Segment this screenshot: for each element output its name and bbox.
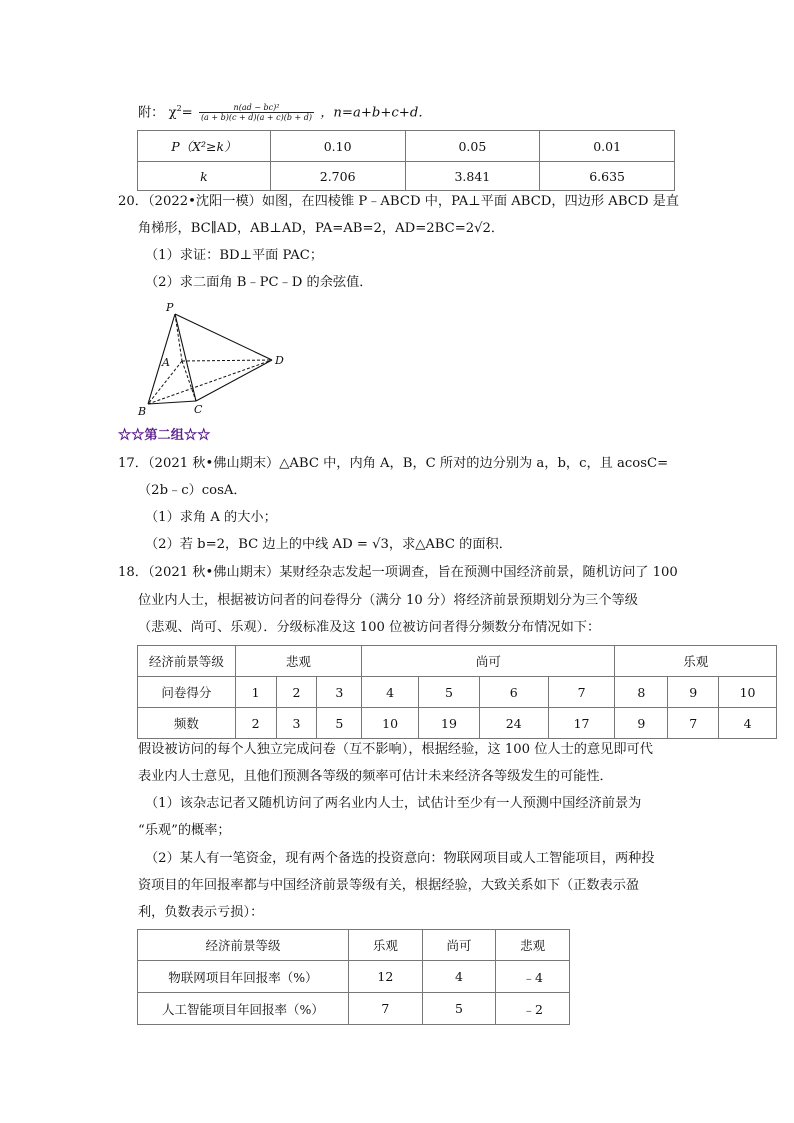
table-cell: 0.10 <box>270 131 405 162</box>
table-row <box>138 708 777 739</box>
q18-line-9: 资项目的年回报率都与中国经济前景等级有关，根据经验，大致关系如下（正数表示盈 <box>138 878 640 893</box>
table-header-cell: 悲观 <box>496 930 570 961</box>
q18-line-2: 位业内人士，根据被访问者的问卷得分（满分 10 分）将经济前景预期划分为三个等级 <box>138 593 638 608</box>
table-cell: 17 <box>548 708 615 739</box>
table-cell: 4 <box>422 961 496 993</box>
table-cell: 2 <box>235 708 276 739</box>
vertex-label-D: D <box>275 354 284 367</box>
fraction-numerator: n(ad − bc)² <box>199 103 314 113</box>
table-header-cell: 尚可 <box>422 930 496 961</box>
table-cell: 0.01 <box>540 131 675 162</box>
table-cell: 24 <box>479 708 548 739</box>
fraction-denominator: (a + b)(c + d)(a + c)(b + d) <box>200 113 313 123</box>
table-cell: 4 <box>362 677 419 708</box>
q18-line-5: 表业内人士意见，且他们预测各等级的频率可估计未来经济各等级发生的可能性． <box>138 769 613 784</box>
table-cell: 2 <box>276 677 317 708</box>
table-cell: 9 <box>668 677 719 708</box>
chi-exponent: 2 <box>176 104 182 113</box>
table-cell: 6.635 <box>540 162 675 191</box>
table-cell: 问卷得分 <box>138 677 236 708</box>
table-cell: 0.05 <box>405 131 540 162</box>
vertex-label-P: P <box>166 301 174 314</box>
q20-line-3: （1）求证：BD⊥平面 PAC； <box>145 248 324 263</box>
table-cell: 6 <box>479 677 548 708</box>
chi-square-table <box>137 130 675 191</box>
q18-line-1: 18．（2021 秋•佛山期末）某财经杂志发起一项调查，旨在预测中国经济前景，随机访问了 100 <box>118 565 678 580</box>
group-heading: ☆☆第二组☆☆ <box>118 428 211 443</box>
vertex-label-B: B <box>138 405 147 418</box>
table-cell: 10 <box>362 708 419 739</box>
q18-line-3: （悲观、尚可、乐观）．分级标准及这 100 位被访问者得分频数分布情况如下： <box>138 620 601 635</box>
table-cell: 5 <box>317 708 362 739</box>
table-row <box>138 930 570 961</box>
table-cell: 5 <box>419 677 480 708</box>
table-cell: 7 <box>548 677 615 708</box>
appendix-formula <box>138 100 431 122</box>
table-row <box>138 646 777 677</box>
table-cell: 8 <box>615 677 668 708</box>
table-cell: 7 <box>668 708 719 739</box>
table-cell: 4 <box>719 708 777 739</box>
table-header-cell: 经济前景等级 <box>138 646 236 677</box>
q18-line-6: （1）该杂志记者又随机访问了两名业内人士，试估计至少有一人预测中国经济前景为 <box>145 796 642 811</box>
q17-line-4: （2）若 b=2，BC 边上的中线 AD = √3，求△ABC 的面积． <box>145 537 512 552</box>
table-cell: 2.706 <box>270 162 405 191</box>
table-cell: ﹣4 <box>496 961 570 993</box>
q20-line-4: （2）求二面角 B﹣PC﹣D 的余弦值． <box>145 275 373 290</box>
vertex-label-A: A <box>162 356 170 369</box>
table-row <box>138 677 777 708</box>
table-cell: 5 <box>422 993 496 1025</box>
q17-line-2: （2b﹣c）cosA． <box>138 483 247 498</box>
appendix-prefix: 附： <box>138 105 165 121</box>
chi-symbol: χ <box>168 105 177 121</box>
q20-line-1: 20．（2022•沈阳一模）如图，在四棱锥 P﹣ABCD 中，PA⊥平面 ABCD，四边形 ABCD 是直 <box>118 194 679 209</box>
table-row <box>138 961 570 993</box>
q18-line-8: （2）某人有一笔资金，现有两个备选的投资意向：物联网项目或人工智能项目，两种投 <box>145 851 655 866</box>
edge-CD <box>196 360 272 401</box>
appendix-tail: ，n=a+b+c+d． <box>320 105 432 121</box>
q18-line-4: 假设被访问的每个人独立完成问卷（互不影响），根据经验，这 100 位人士的意见即可代 <box>138 742 653 757</box>
table-header-cell: 乐观 <box>349 930 423 961</box>
table-header-cell: 经济前景等级 <box>138 930 349 961</box>
edge-AC <box>182 361 196 401</box>
edge-PD <box>175 314 272 360</box>
q18-line-7: “乐观”的概率； <box>138 823 231 838</box>
q17-line-1: 17．（2021 秋•佛山期末）△ABC 中，内角 A，B，C 所对的边分别为 a，b，c，且 acosC= <box>118 456 669 471</box>
table-cell: 10 <box>719 677 777 708</box>
vertex-label-C: C <box>194 403 203 416</box>
table-header-cell: 悲观 <box>235 646 362 677</box>
table-cell: 1 <box>235 677 276 708</box>
pyramid-figure <box>130 298 300 423</box>
q20-line-2: 角梯形，BC∥AD，AB⊥AD，PA=AB=2，AD=2BC=2√2． <box>138 221 505 236</box>
table-row <box>138 162 675 191</box>
table-cell: 3 <box>276 708 317 739</box>
table-cell: P（X²≥k） <box>138 131 271 162</box>
table-cell: 7 <box>349 993 423 1025</box>
q17-line-3: （1）求角 A 的大小； <box>145 510 277 525</box>
table-cell: 3.841 <box>405 162 540 191</box>
table-cell: ﹣2 <box>496 993 570 1025</box>
table-row <box>138 131 675 162</box>
table-cell: 3 <box>317 677 362 708</box>
table-cell: 物联网项目年回报率（%） <box>138 961 349 993</box>
table-cell: 19 <box>419 708 480 739</box>
chi-square-fraction <box>199 103 314 122</box>
edge-AD <box>182 360 272 361</box>
table-cell: 12 <box>349 961 423 993</box>
return-rate-table <box>137 929 570 1025</box>
table-cell: 人工智能项目年回报率（%） <box>138 993 349 1025</box>
table-cell: 频数 <box>138 708 236 739</box>
table-header-cell: 尚可 <box>362 646 615 677</box>
table-header-cell: 乐观 <box>615 646 777 677</box>
q18-line-10: 利，负数表示亏损）： <box>138 905 264 920</box>
equals-sign: = <box>181 105 193 121</box>
table-cell: 9 <box>615 708 668 739</box>
table-cell: k <box>138 162 271 191</box>
table-row <box>138 993 570 1025</box>
frequency-table <box>137 645 777 739</box>
